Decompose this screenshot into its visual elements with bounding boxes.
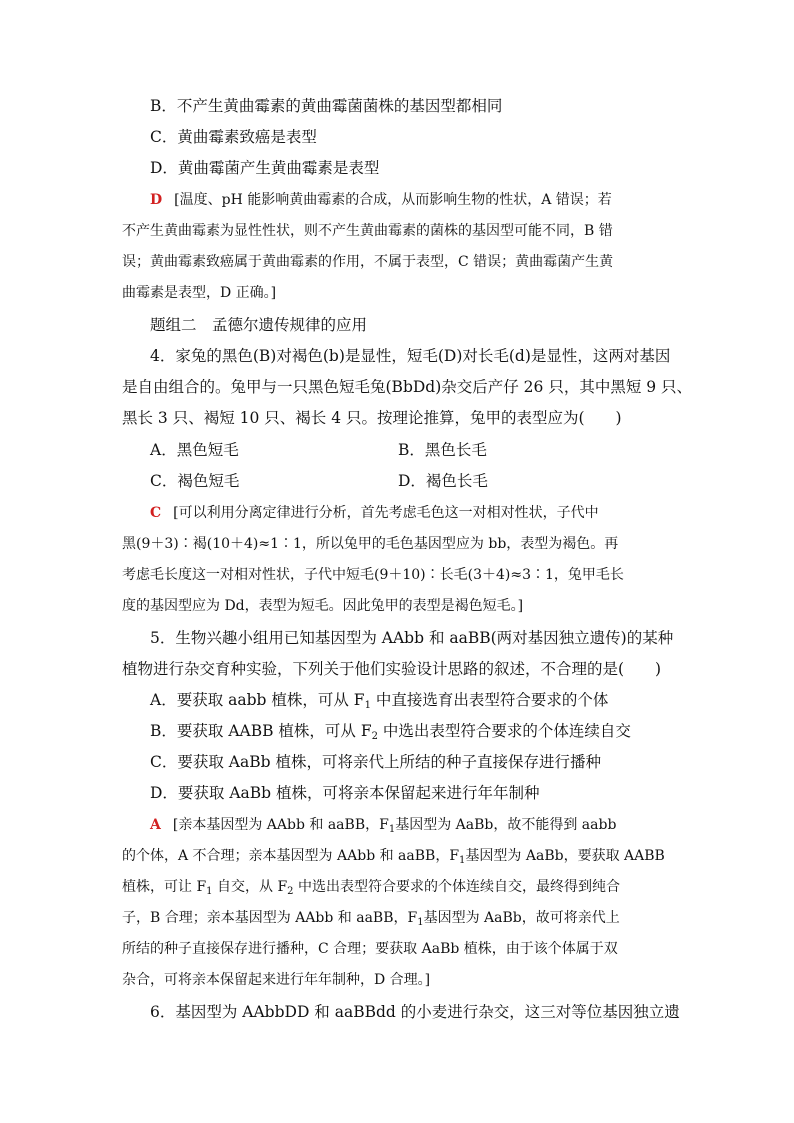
- question-4-line1: 4．家兔的黑色(B)对褐色(b)是显性，短毛(D)对长毛(d)是显性，这两对基因: [150, 347, 671, 365]
- option-c-q3: C．黄曲霉素致癌是表型: [150, 128, 317, 146]
- answer-q4-line3: 考虑毛长度这一对相对性状，子代中短毛(9＋10)∶长毛(3＋4)≈3∶1，兔甲毛长: [122, 567, 624, 583]
- option-b-q3: B．不产生黄曲霉素的黄曲霉菌菌株的基因型都相同: [150, 97, 503, 115]
- answer-q4-line2: 黑(9＋3)∶褐(10＋4)≈1∶1，所以兔甲的毛色基因型应为 bb，表型为褐色。再: [122, 536, 619, 552]
- option-d-q3: D．黄曲霉菌产生黄曲霉素是表型: [150, 159, 380, 177]
- option-b-q5: [150, 721, 631, 747]
- answer-text: [温度、pH 能影响黄曲霉素的合成，从而影响生物的性状，A 错误；若: [174, 192, 612, 208]
- text-part: A．要获取 aabb 植株，可从 F: [150, 691, 365, 709]
- answer-q5-line4: [122, 908, 620, 933]
- subscript: 1: [459, 855, 466, 866]
- text-part: 基因型为 AaBb，故可将亲代上: [423, 910, 620, 926]
- subscript: 2: [287, 886, 294, 897]
- subscript: 1: [364, 700, 371, 711]
- text-part: 基因型为 AaBb，要获取 AABB: [465, 848, 665, 864]
- answer-key: D: [150, 192, 163, 208]
- answer-q5-line6: 杂合，可将亲本保留起来进行年年制种，D 合理。]: [122, 972, 431, 988]
- option-d-q4: D．褐色长毛: [398, 472, 488, 490]
- question-4-line2: 是自由组合的。兔甲与一只黑色短毛兔(BbDd)杂交后产仔 26 只，其中黑短 9 只、: [122, 378, 693, 396]
- subscript: 2: [371, 731, 378, 742]
- subscript: 1: [417, 917, 424, 928]
- answer-q4-line4: 度的基因型应为 Dd，表型为短毛。因此兔甲的表型是褐色短毛。]: [122, 598, 524, 614]
- answer-q4-line1: [150, 503, 599, 523]
- text-part: 基因型为 AaBb，故不能得到 aabb: [395, 817, 617, 833]
- subscript: 1: [388, 824, 396, 835]
- text-part: 中选出表型符合要求的个体连续自交: [377, 722, 631, 740]
- answer-q3-line2: 不产生黄曲霉素为显性性状，则不产生黄曲霉素的菌株的基因型可能不同，B 错: [122, 223, 613, 239]
- answer-q3-line3: 误；黄曲霉素致癌属于黄曲霉素的作用，不属于表型，C 错误；黄曲霉菌产生黄: [122, 254, 614, 270]
- answer-q3-line1: [150, 190, 612, 210]
- answer-text: [可以利用分离定律进行分析，首先考虑毛色这一对相对性状，子代中: [173, 505, 599, 521]
- section-heading: 题组二 孟德尔遗传规律的应用: [150, 316, 368, 334]
- answer-key: A: [150, 817, 161, 833]
- text-part: 自交，从 F: [212, 879, 288, 895]
- text-part: 中选出表型符合要求的个体连续自交，最终得到纯合: [293, 879, 620, 895]
- question-5-line2: 植物进行杂交育种实验，下列关于他们实验设计思路的叙述，不合理的是( ): [122, 660, 662, 678]
- text-part: B．要获取 AABB 植株，可从 F: [150, 722, 372, 740]
- text-part: 子，B 合理；亲本基因型为 AAbb 和 aaBB，F: [122, 910, 418, 926]
- answer-q5-line3: [122, 877, 620, 902]
- option-b-q4: B．黑色长毛: [398, 441, 487, 459]
- question-5-line1: 5．生物兴趣小组用已知基因型为 AAbb 和 aaBB(两对基因独立遗传)的某种: [150, 629, 674, 647]
- text-part: 中直接选育出表型符合要求的个体: [370, 691, 609, 709]
- subscript: 1: [206, 886, 213, 897]
- answer-q3-line4: 曲霉素是表型，D 正确。]: [122, 285, 277, 301]
- text-part: 的个体，A 不合理；亲本基因型为 AAbb 和 aaBB，F: [122, 848, 460, 864]
- answer-q5-line1: [150, 815, 616, 840]
- option-d-q5: D．要获取 AaBb 植株，可将亲本保留起来进行年年制种: [150, 784, 540, 802]
- answer-q5-line5: 所结的种子直接保存进行播种，C 合理；要获取 AaBb 植株，由于该个体属于双: [122, 941, 618, 957]
- option-c-q4: C．褐色短毛: [150, 472, 240, 490]
- answer-q5-line2: [122, 846, 665, 871]
- text-part: [亲本基因型为 AAbb 和 aaBB，F: [172, 817, 389, 833]
- question-6-line1: 6．基因型为 AAbbDD 和 aaBBdd 的小麦进行杂交，这三对等位基因独立遗: [150, 1003, 680, 1021]
- option-a-q5: [150, 690, 608, 716]
- answer-key: C: [150, 505, 162, 521]
- option-c-q5: C．要获取 AaBb 植株，可将亲代上所结的种子直接保存进行播种: [150, 753, 601, 771]
- question-4-line3: 黑长 3 只、褐短 10 只、褐长 4 只。按理论推算，兔甲的表型应为( ): [122, 409, 622, 427]
- option-a-q4: A．黑色短毛: [150, 441, 239, 459]
- text-part: 植株，可让 F: [122, 879, 207, 895]
